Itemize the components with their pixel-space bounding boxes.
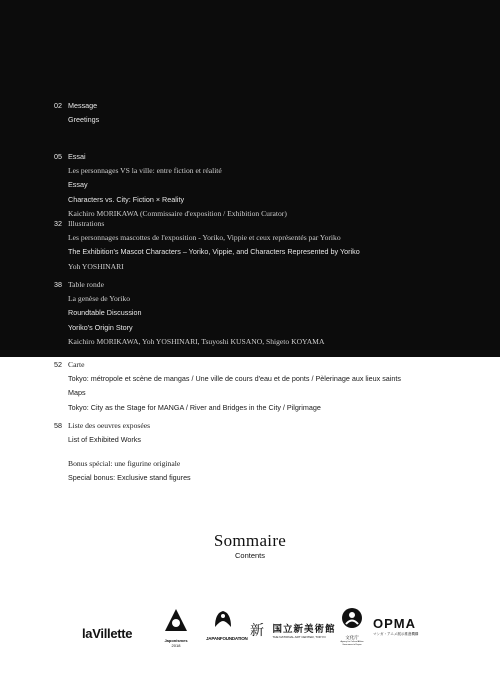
toc-section-label: Illustrations	[68, 219, 105, 228]
page-subtitle: Contents	[234, 551, 266, 560]
japanfoundation-emblem-icon	[212, 607, 234, 631]
toc-page-number: 58	[54, 421, 62, 430]
toc-page-number: 52	[54, 360, 62, 369]
japonismes-logo: Japonismes 2018	[160, 607, 192, 648]
toc-line: La genèse de Yoriko	[68, 294, 131, 304]
bunka-logo: 文化庁 Agency for Cultural Affairs Government of Japan	[338, 606, 366, 646]
toc-line: Special bonus: Exclusive stand figures	[68, 473, 191, 483]
toc-line: Maps	[68, 388, 86, 398]
toc-section-label: Table ronde	[68, 280, 104, 289]
toc-section-label: Essai	[68, 152, 86, 161]
toc-section-label: Bonus spécial: une figurine originale	[68, 459, 181, 468]
sponsor-logos	[0, 600, 500, 690]
toc-line: Yoriko's Origin Story	[68, 322, 133, 332]
japanfoundation-logo: JAPANFOUNDATION	[206, 607, 240, 641]
toc-line: List of Exhibited Works	[68, 435, 141, 445]
toc-line: Les personnages mascottes de l'exposition - Yoriko, Vippie et ceux représentés par Yoriko	[68, 233, 341, 243]
toc-line: Tokyo: métropole et scène de mangas / Une ville de cours d'eau et de ponts / Pèlerinage aux lieux saints	[68, 374, 401, 384]
toc-line: Characters vs. City: Fiction × Reality	[68, 194, 185, 204]
toc-line: Greetings	[68, 115, 100, 125]
lavillette-logo: laVillette	[82, 626, 133, 641]
nact-logo: 新 国立新美術館 THE NATIONAL ART CENTER, TOKYO	[250, 623, 336, 639]
toc-line: Les personnages VS la ville: entre fiction et réalité	[68, 166, 222, 176]
toc-section-label: Carte	[68, 360, 85, 369]
japonismes-emblem-icon	[163, 607, 189, 633]
toc-page-number: 32	[54, 219, 62, 228]
toc-line: Essay	[68, 180, 88, 190]
toc-page-number: 02	[54, 101, 62, 110]
toc-line: Yoh YOSHINARI	[68, 261, 124, 271]
toc-line: Kaichiro MORIKAWA (Commissaire d'exposition / Exhibition Curator)	[68, 208, 287, 218]
page-title: Sommaire	[213, 531, 287, 550]
toc-line: Roundtable Discussion	[68, 308, 142, 318]
toc-page-number: 05	[54, 152, 62, 161]
opma-logo: OPMA マンガ・アニメ展示推進機構	[373, 616, 419, 636]
toc-section-label: Message	[68, 101, 98, 110]
toc-line: The Exhibition's Mascot Characters – Yoriko, Vippie, and Characters Represented by Yoriko	[68, 247, 360, 257]
toc-section-label: Liste des oeuvres exposées	[68, 421, 151, 430]
toc-line: Kaichiro MORIKAWA, Yoh YOSHINARI, Tsuyoshi KUSANO, Shigeto KOYAMA	[68, 336, 325, 346]
bunka-emblem-icon	[340, 606, 364, 630]
toc-line: Tokyo: City as the Stage for MANGA / River and Bridges in the City / Pilgrimage	[68, 402, 321, 412]
toc-page-number: 38	[54, 280, 62, 289]
